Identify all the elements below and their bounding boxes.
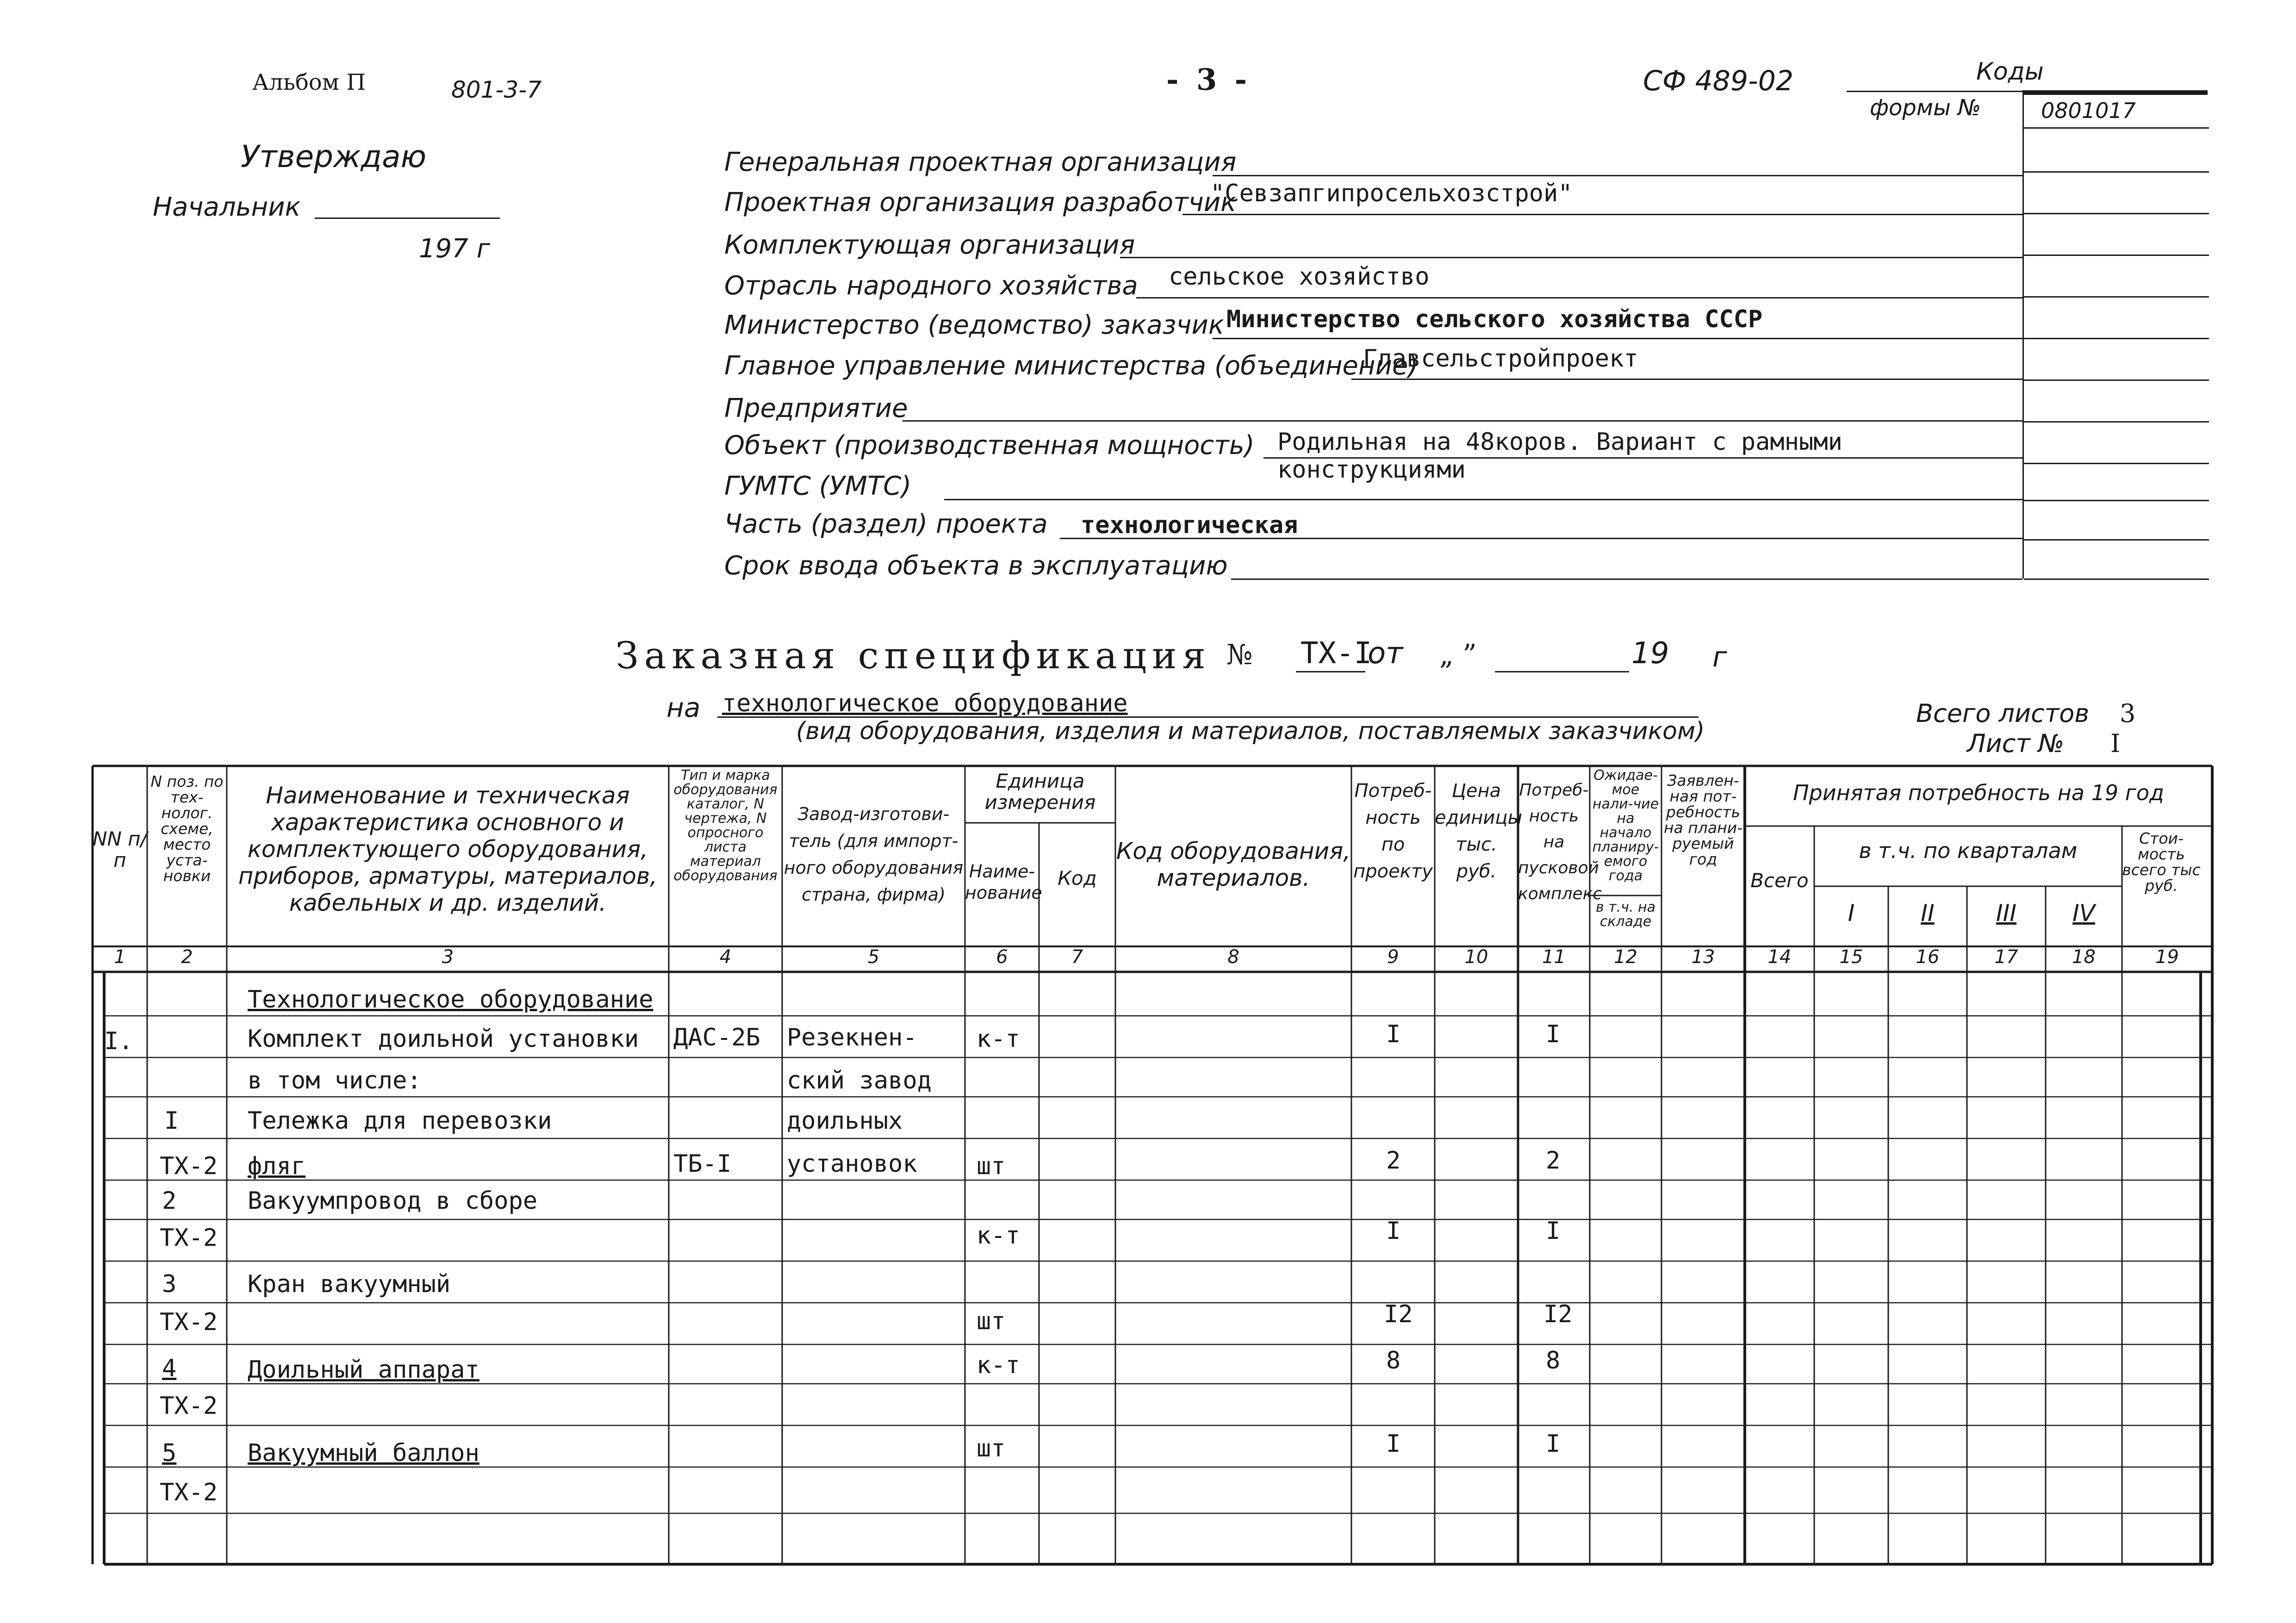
row-qty: I	[1386, 1020, 1401, 1048]
header-col-7: Код	[1058, 867, 1097, 889]
header-q1: I	[1848, 900, 1855, 927]
header-col-5: Завод-изготови-тель (для импорт-ного оборудования страна, фирма)	[784, 804, 964, 905]
col-number: 3	[442, 946, 454, 968]
field-label: Часть (раздел) проекта	[724, 509, 1048, 539]
row-name: Тележка для перевозки	[248, 1107, 552, 1135]
field-value: технологическая	[1081, 511, 1298, 539]
field-label: Проектная организация разработчик	[724, 187, 1237, 218]
header-col-13: Заявлен-ная пот-ребность на плани-руемый год	[1663, 771, 1743, 868]
approval-year: 197 г	[419, 234, 491, 264]
col-number: 6	[996, 946, 1008, 968]
col-number: 2	[181, 946, 193, 968]
col-number: 9	[1387, 946, 1399, 968]
row-qty-start: 8	[1546, 1347, 1561, 1374]
row-unit: к-т	[977, 1351, 1020, 1379]
row-maker: установок	[787, 1150, 917, 1178]
col-number: 11	[1542, 946, 1566, 968]
header-col-10: Цена единицы тыс. руб.	[1435, 780, 1523, 882]
row-qty-start: 2	[1546, 1147, 1561, 1175]
row-unit: шт	[977, 1307, 1006, 1335]
col-number: 12	[1614, 946, 1637, 968]
field-label: Отрасль народного хозяйства	[724, 271, 1138, 301]
row-name: Комплект доильной установки	[248, 1025, 639, 1053]
header-quarters: в т.ч. по кварталам	[1859, 838, 2078, 863]
field-label: Генеральная проектная организация	[724, 147, 1237, 177]
row-pos: 2	[162, 1187, 177, 1215]
chief-label: Начальник	[153, 192, 301, 222]
row-qty: I2	[1384, 1300, 1413, 1328]
row-maker: Резекнен-	[787, 1024, 917, 1051]
equipment-subtitle: (вид оборудования, изделия и материалов, поставляемых заказчиком)	[796, 717, 1705, 745]
header-col-4: Тип и марка оборудования каталог, N чертежа, N опросного листа материал оборудования	[673, 767, 778, 884]
sheet-number: I	[2110, 729, 2121, 758]
col-number: 14	[1767, 946, 1792, 968]
header-q4: IV	[2072, 900, 2095, 927]
row-pos: TX-2	[160, 1308, 218, 1336]
row-pos: 5	[162, 1439, 177, 1467]
header-unit: Единица измерения	[984, 770, 1096, 814]
number-sign: №	[1226, 639, 1253, 671]
okud-code: 0801017	[2041, 98, 2136, 123]
header-col-3: Наименование и техническая характеристика основного и комплектующего оборудования, приборов, арматуры, материалов, кабельных и др. изделий.	[238, 782, 658, 916]
row-number: I.	[104, 1027, 133, 1055]
row-pos: TX-2	[160, 1392, 218, 1420]
equipment-type: технологическое оборудование	[722, 690, 1128, 717]
row-name: Доильный аппарат	[248, 1356, 479, 1384]
row-pos: I	[164, 1107, 179, 1135]
header-col-2: N поз. по тех-нолог. схеме, место уста-новки	[150, 772, 224, 885]
field-value: "Севзапгипросельхозстрой"	[1210, 180, 1573, 207]
row-qty-start: I	[1546, 1430, 1561, 1458]
row-pos: TX-2	[160, 1224, 218, 1252]
row-qty: 8	[1386, 1347, 1401, 1374]
date-year: 19	[1631, 636, 1669, 671]
field-value: Министерство сельского хозяйства СССР	[1226, 305, 1763, 333]
total-sheets: 3	[2120, 699, 2136, 728]
approve-label: Утверждаю	[241, 139, 427, 174]
header-col-6: Наиме-нование	[965, 861, 1042, 903]
table-row-section: Технологическое оборудование	[248, 986, 653, 1014]
page-number: - 3 -	[1166, 62, 1251, 97]
col-number: 4	[719, 946, 732, 968]
row-pos: TX-2	[160, 1479, 218, 1506]
row-name: Вакуумный баллон	[248, 1439, 479, 1467]
header-col-11: Потреб-ность на пусковой комплекс	[1518, 781, 1602, 903]
field-value: Главсельстройпроект	[1363, 345, 1638, 373]
header-col-12b: в т.ч. на складе	[1595, 899, 1656, 930]
header-col-9: Потреб-ность по проекту	[1353, 780, 1433, 882]
field-label: Главное управление министерства (объединение)	[724, 351, 1419, 381]
header-col-12: Ожидае-мое нали-чие на начало планиру-емого года	[1592, 767, 1659, 884]
row-name: Кран вакуумный	[248, 1270, 451, 1298]
field-value: сельское хозяйство	[1169, 263, 1430, 291]
codes-label: Коды	[1976, 58, 2044, 86]
col-number: 10	[1464, 946, 1488, 968]
row-unit: шт	[977, 1152, 1006, 1180]
header-q2: II	[1921, 900, 1935, 927]
col-number: 7	[1071, 946, 1083, 968]
row-qty-start: I	[1546, 1020, 1561, 1048]
row-qty-start: I	[1546, 1217, 1561, 1245]
row-qty: 2	[1386, 1147, 1401, 1175]
col-number: 13	[1691, 946, 1715, 968]
row-type: ТБ-I	[673, 1150, 732, 1178]
album-number: 801-3-7	[451, 76, 542, 103]
row-name: в том числе:	[248, 1067, 422, 1094]
header-col-8: Код оборудования, материалов.	[1116, 838, 1351, 891]
field-label: Комплектующая организация	[724, 230, 1135, 260]
header-accepted: Принятая потребность на 19 год	[1793, 780, 2164, 805]
row-maker: ский завод	[787, 1067, 932, 1094]
row-pos: 3	[162, 1270, 177, 1298]
row-pos: TX-2	[160, 1152, 218, 1180]
row-qty-start: I2	[1543, 1300, 1573, 1328]
field-label: Министерство (ведомство) заказчик	[724, 310, 1224, 340]
row-name: Вакуумпровод в сборе	[248, 1187, 538, 1215]
date-g: г	[1712, 641, 1727, 673]
row-unit: к-т	[977, 1025, 1020, 1053]
header-col-1: NN п/п	[93, 827, 147, 871]
field-label: ГУМТС (УМТС)	[724, 471, 912, 501]
row-name: фляг	[248, 1152, 306, 1180]
col-number: 5	[867, 946, 880, 968]
col-number: 15	[1839, 946, 1863, 968]
col-number: 16	[1916, 946, 1940, 968]
header-col-19: Стои-мость всего тыс руб.	[2122, 829, 2201, 895]
row-unit: шт	[977, 1435, 1006, 1462]
date-quote: „ ”	[1439, 639, 1477, 671]
row-pos: 4	[162, 1355, 177, 1382]
row-unit: к-т	[977, 1222, 1020, 1250]
col-number: 17	[1994, 946, 2018, 968]
document-code: СФ 489-02	[1643, 65, 1794, 97]
field-value-continued: конструкциями	[1277, 456, 1466, 484]
field-label: Срок ввода объекта в эксплуатацию	[724, 551, 1228, 581]
header-col-14: Всего	[1750, 869, 1809, 892]
total-sheets-label: Всего листов	[1916, 699, 2090, 728]
field-label: Объект (производственная мощность)	[724, 430, 1255, 460]
form-label: формы №	[1870, 95, 1981, 121]
row-qty: I	[1386, 1217, 1401, 1245]
spec-title: Заказная спецификация	[616, 634, 1211, 677]
field-value: Родильная на 48коров. Вариант с рамными	[1277, 428, 1842, 456]
row-type: ДАС-2Б	[673, 1024, 760, 1051]
sheet-label: Лист №	[1967, 729, 2065, 758]
row-maker: доильных	[787, 1107, 903, 1135]
album-label: Альбом П	[252, 69, 366, 95]
spec-number: TX-I	[1300, 636, 1372, 671]
col-number: 19	[2155, 946, 2179, 968]
field-label: Предприятие	[724, 393, 908, 423]
col-number: 8	[1227, 946, 1239, 968]
col-number: 18	[2072, 946, 2096, 968]
row-qty: I	[1386, 1430, 1401, 1458]
date-from-label: от	[1368, 636, 1403, 671]
col-number: 1	[114, 946, 126, 968]
header-q3: III	[1996, 900, 2017, 927]
for-label: на	[666, 692, 701, 723]
